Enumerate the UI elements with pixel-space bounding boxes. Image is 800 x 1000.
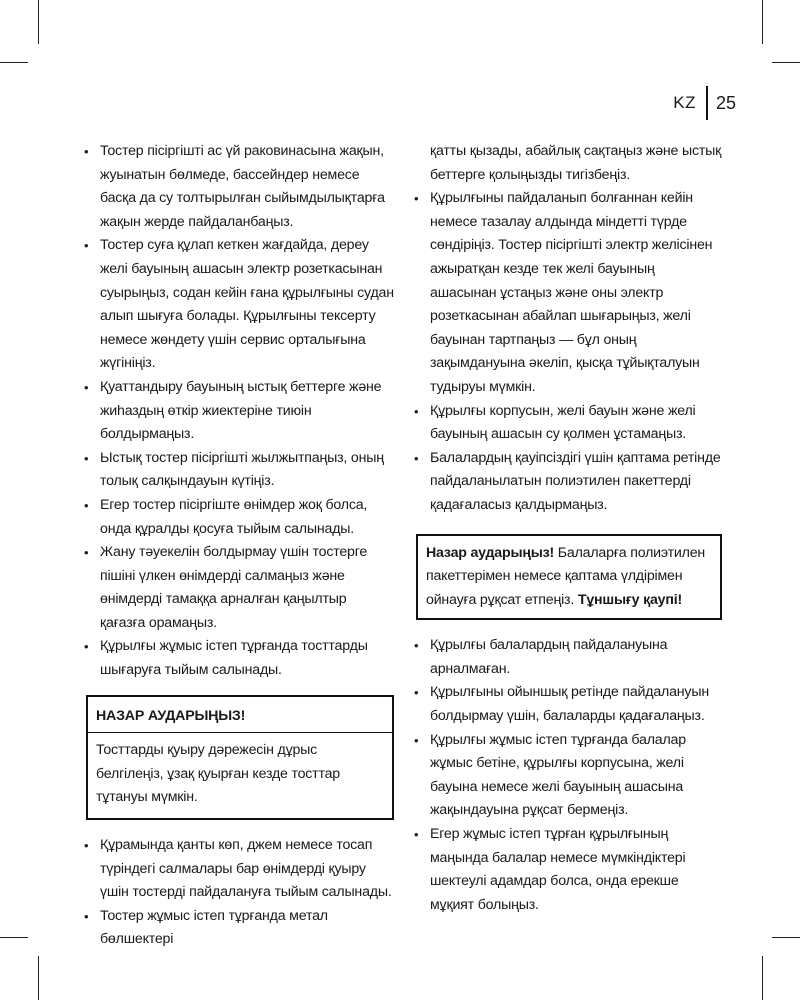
- crop-mark: [38, 956, 39, 1000]
- list-item: • Егер жұмыс істеп тұрған құрылғының маңында балалар немесе мүмкіндіктері шектеулі адамдар болса, онда ерекше мұқият болыңыз.: [412, 823, 722, 917]
- right-column: [412, 140, 722, 917]
- crop-mark: [762, 0, 763, 44]
- list-item: • Қуаттандыру бауының ыстық беттерге және жиһаздың өткір жиектеріне тиюін болдырмаңыз.: [82, 376, 394, 447]
- crop-mark: [0, 937, 28, 938]
- list-item: • Құрылғы корпусын, желі бауын және желі бауының ашасын су қолмен ұстамаңыз.: [412, 400, 722, 447]
- list-item: • Ыстық тостер пісіргішті жылжытпаңыз, оның толық салқындауын күтіңіз.: [82, 447, 394, 494]
- note-body: Балаларға полиэтилен пакеттерімен немесе қаптама үлдірімен ойнауға рұқсат етпеңіз.: [426, 544, 706, 608]
- crop-mark: [38, 0, 39, 44]
- list-item: • Құрылғыны ойыншық ретінде пайдалануын болдырмау үшін, балаларды қадағалаңыз.: [412, 681, 722, 728]
- safety-list-bottom: [82, 834, 394, 952]
- safety-list-continued: [412, 140, 722, 518]
- crop-mark: [762, 956, 763, 1000]
- list-item: • Тостер пісіргішті ас үй раковинасына жақын, жуынатын бөлмеде, бассейндер немесе басқа да су толтырылған сыйымдылықтарға жақын жерде пайдаланбаңыз.: [82, 140, 394, 234]
- note-end: Тұншығу қаупі!: [577, 591, 682, 608]
- list-item: • Балалардың қауіпсіздігі үшін қаптама ретінде пайдаланылатын полиэтилен пакеттерді қадағаласыз қалдырмаңыз.: [412, 447, 722, 518]
- note-lead: Назар аударыңыз!: [426, 544, 555, 561]
- page-header: [673, 86, 736, 120]
- list-item: • Тостер жұмыс істеп тұрғанда метал бөлшектері: [82, 905, 394, 952]
- crop-mark: [0, 62, 28, 63]
- list-item: • Құрылғы жұмыс істеп тұрғанда тосттарды шығаруға тыйым салынады.: [82, 635, 394, 682]
- crop-mark: [772, 937, 800, 938]
- page-number: 25: [715, 92, 736, 113]
- attention-note: [416, 534, 722, 621]
- warning-title: НАЗАР АУДАРЫҢЫЗ!: [88, 697, 392, 734]
- list-item: • Жану тәуекелін болдырмау үшін тостерге пішіні үлкен өнімдерді салмаңыз және өнімдерді тамаққа арналған қаңылтыр қағазға орамаңыз.: [82, 541, 394, 635]
- list-item: • Тостер суға құлап кеткен жағдайда, дереу желі бауының ашасын электр розеткасынан суырыңыз, содан кейін ғана құрылғыны судан алып шығуға болады. Құрылғыны тексерту немесе жөндету үшін сервис орталығына жүгініңіз.: [82, 234, 394, 376]
- language-code: KZ: [673, 93, 696, 112]
- list-item: • Құрылғы жұмыс істеп тұрғанда балалар жұмыс бетіне, құрылғы корпусына, желі бауына немесе желі бауының ашасына жақындауына рұқсат бермеңіз.: [412, 729, 722, 823]
- crop-mark: [772, 62, 800, 63]
- warning-box: [86, 695, 394, 820]
- list-item: • Құрылғыны пайдаланып болғаннан кейін немесе тазалау алдында міндетті түрде сөндіріңіз. Тостер пісіргішті электр желісінен ажыратқан кезде тек желі бауының ашасынан ұстаңыз және оны электр розеткасынан абайлап шығарыңыз, желі бауынан тартпаңыз — бұл оның зақымдануына әкеліп, қысқа тұйықталуын тудыруы мүмкін.: [412, 187, 722, 399]
- list-item: • Егер тостер пісіргіште өнімдер жоқ болса, онда құралды қосуға тыйым салынады.: [82, 494, 394, 541]
- list-item-continuation: қатты қызады, абайлық сақтаңыз және ыстық беттерге қолыңызды тигізбеңіз.: [430, 143, 722, 183]
- list-item: • Құрылғы балалардың пайдалануына арналмаған.: [412, 634, 722, 681]
- list-item: • Құрамында қанты көп, джем немесе тосап түріндегі салмалары бар өнімдерді қуыру үшін тостерді пайдалануға тыйым салынады.: [82, 834, 394, 905]
- warning-body: Тосттарды қуыру дәрежесін дұрыс белгілеңіз, ұзақ қуырған кезде тосттар тұтануы мүмкін.: [96, 742, 340, 806]
- safety-list-top: [82, 140, 394, 683]
- left-column: [82, 140, 394, 952]
- safety-list-children: [412, 634, 722, 917]
